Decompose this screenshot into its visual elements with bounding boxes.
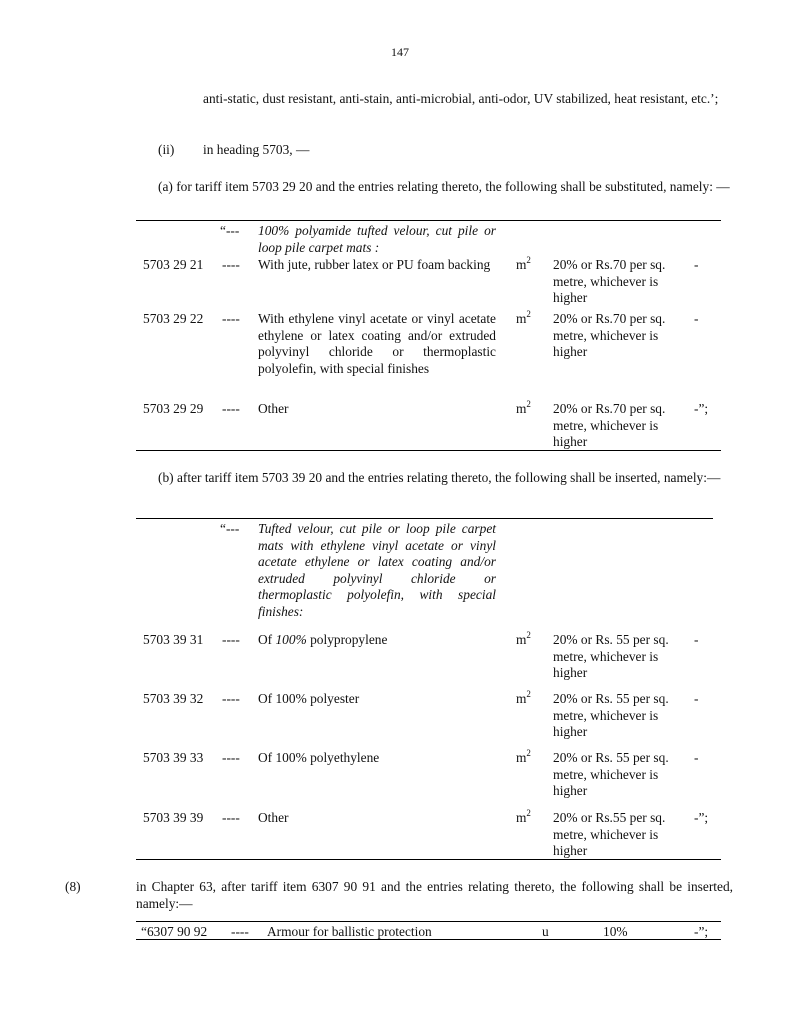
tariff-code: 5703 39 33 bbox=[143, 750, 204, 765]
row-unit: u bbox=[542, 924, 549, 939]
row-dashes: ---- bbox=[222, 691, 240, 706]
row-rate: 20% or Rs.70 per sq. metre, whichever is higher bbox=[553, 401, 666, 449]
page-number: 147 bbox=[391, 45, 409, 59]
tariff-code: “6307 90 92 bbox=[141, 924, 208, 939]
row-unit: $m^2$ bbox=[516, 688, 531, 706]
row-unit: $m^2$ bbox=[516, 807, 531, 825]
paragraph-b: (b) after tariff item 5703 39 20 and the entries relating thereto, the following shall be inserted, namely:— bbox=[158, 470, 721, 485]
row-description: Of 100% polypropylene bbox=[258, 632, 388, 647]
row-unit: $m^2$ bbox=[516, 629, 531, 647]
tariff-code: 5703 39 39 bbox=[143, 810, 204, 825]
row-rate: 10% bbox=[603, 924, 628, 939]
row-description: Of 100% polyester bbox=[258, 691, 360, 706]
table-c-bottom-rule bbox=[136, 939, 721, 940]
row-rate: 20% or Rs.70 per sq. metre, whichever is higher bbox=[553, 311, 666, 359]
table-a-top-rule bbox=[136, 220, 721, 221]
tariff-code: 5703 39 31 bbox=[143, 632, 204, 647]
row-dashes: ---- bbox=[222, 750, 240, 765]
row-preferential: - bbox=[694, 750, 699, 765]
table-b-header-description: Tufted velour, cut pile or loop pile carpet mats with ethylene vinyl acetate or vinyl acetate ethylene or latex coating and/or extruded polyvinyl chloride or thermoplastic polyolefin, with special finishes: bbox=[258, 521, 496, 619]
clause-ii-text: in heading 5703, — bbox=[203, 142, 310, 157]
row-dashes: ---- bbox=[222, 401, 240, 416]
item-8-text: in Chapter 63, after tariff item 6307 90 91 and the entries relating thereto, the following shall be inserted, namely:— bbox=[136, 879, 733, 911]
table-a-header-dashes: “--- bbox=[220, 223, 240, 238]
table-a-bottom-rule bbox=[136, 450, 721, 451]
table-b-bottom-rule bbox=[136, 859, 721, 860]
row-unit: $m^2$ bbox=[516, 398, 531, 416]
row-dashes: ---- bbox=[222, 810, 240, 825]
tariff-code: 5703 29 22 bbox=[143, 311, 204, 326]
clause-ii-marker: (ii) bbox=[158, 142, 175, 157]
tariff-code: 5703 39 32 bbox=[143, 691, 204, 706]
row-preferential: - bbox=[694, 632, 699, 647]
row-unit: $m^2$ bbox=[516, 747, 531, 765]
row-dashes: ---- bbox=[222, 311, 240, 326]
row-unit: $m^2$ bbox=[516, 308, 531, 326]
row-rate: 20% or Rs. 55 per sq. metre, whichever is higher bbox=[553, 750, 669, 798]
row-description: Other bbox=[258, 401, 289, 416]
item-8-marker: (8) bbox=[65, 879, 81, 894]
row-description: Armour for ballistic protection bbox=[267, 924, 432, 939]
row-rate: 20% or Rs.55 per sq. metre, whichever is higher bbox=[553, 810, 666, 858]
row-preferential: -”; bbox=[694, 810, 709, 825]
row-preferential: - bbox=[694, 691, 699, 706]
row-rate: 20% or Rs. 55 per sq. metre, whichever is higher bbox=[553, 691, 669, 739]
intro-continuation: anti-static, dust resistant, anti-stain, anti-microbial, anti-odor, UV stabilized, heat resistant, etc.’; bbox=[203, 91, 719, 106]
row-dashes: ---- bbox=[231, 924, 249, 939]
row-unit: $m^2$ bbox=[516, 254, 531, 272]
row-rate: 20% or Rs. 55 per sq. metre, whichever is higher bbox=[553, 632, 669, 680]
tariff-code: 5703 29 29 bbox=[143, 401, 204, 416]
row-preferential: - bbox=[694, 257, 699, 272]
table-b-header-dashes: “--- bbox=[220, 521, 240, 536]
row-dashes: ---- bbox=[222, 632, 240, 647]
table-b-top-rule bbox=[136, 518, 713, 519]
row-description: With jute, rubber latex or PU foam backing bbox=[258, 257, 491, 272]
row-description: With ethylene vinyl acetate or vinyl acetate ethylene or latex coating and/or extruded polyvinyl chloride or thermoplastic polyolefin, with special finishes bbox=[258, 311, 496, 376]
row-description: Of 100% polyethylene bbox=[258, 750, 380, 765]
row-dashes: ---- bbox=[222, 257, 240, 272]
row-rate: 20% or Rs.70 per sq. metre, whichever is higher bbox=[553, 257, 666, 305]
paragraph-a: (a) for tariff item 5703 29 20 and the entries relating thereto, the following shall be substituted, namely: — bbox=[158, 179, 730, 194]
row-preferential: -”; bbox=[694, 401, 709, 416]
row-description: Other bbox=[258, 810, 289, 825]
row-preferential: - bbox=[694, 311, 699, 326]
tariff-code: 5703 29 21 bbox=[143, 257, 204, 272]
row-preferential: -”; bbox=[694, 924, 709, 939]
table-a-header-description: 100% polyamide tufted velour, cut pile or loop pile carpet mats : bbox=[258, 223, 496, 255]
table-c-top-rule bbox=[136, 921, 721, 922]
